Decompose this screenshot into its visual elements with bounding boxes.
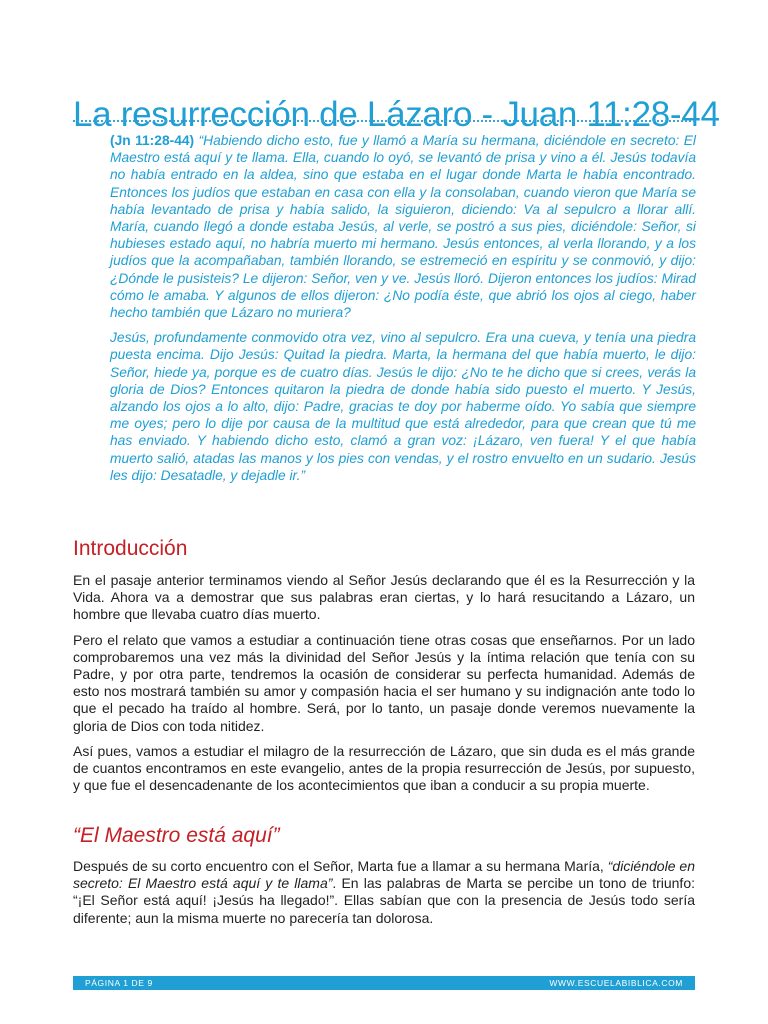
paragraph-text: . En las palabras de Marta se percibe un tono de triunfo: “¡El Señor está aquí! ¡Jesús ha llegado!”. Ellas sabían que con la presencia de Jesús todo sería diferente; aun la misma muerte no parecería tan dolorosa. — [73, 875, 695, 926]
quote-paragraph: Jesús, profundamente conmovido otra vez, vino al sepulcro. Era una cueva, y tenía una piedra puesta encima. Dijo Jesús: Quitad la piedra. Marta, la hermana del que había muerto, le dijo: Señor, hiede ya, porque es de cuatro días. Jesús le dijo: ¿No te he dicho que si crees, verás la gloria de Dios? Entonces quitaron la piedra de donde había sido puesto el muerto. Y Jesús, alzando los ojos a lo alto, dijo: Padre, gracias te doy por haberme oído. Yo sabía que siempre me oyes; pero lo dije por causa de la multitud que está alrededor, para que crean que tú me has enviado. Y habiendo dicho esto, clamó a gran voz: ¡Lázaro, ven fuera! Y el que había muerto salió, atadas las manos y los pies con vendas, y el rostro envuelto en un sudario. Jesús les dijo: Desatadle, y dejadle ir.” — [110, 330, 696, 483]
body-paragraph — [73, 858, 695, 927]
page-number: PÁGINA 1 DE 9 — [85, 978, 153, 988]
quote-text: “Habiendo dicho esto, fue y llamó a María su hermana, diciéndole en secreto: El Maestro está aquí y te llama. Ella, cuando lo oyó, se levantó de prisa y vino a él. Jesús todavía no había entrado en la aldea, sino que estaba en el lugar donde Marta le había encontrado. Entonces los judíos que estaban en casa con ella y la consolaban, cuando vieron que María se había levantado de prisa y había salido, la siguieron, diciendo: Va al sepulcro a llorar allí. María, cuando llegó a donde estaba Jesús, al verle, se postró a sus pies, diciéndole: Señor, si hubieses estado aquí, no habría muerto mi hermano. Jesús entonces, al verla llorando, y a los judíos que la acompañaban, también llorando, se estremeció en espíritu y se conmovió, y dijo: ¿Dónde le pusisteis? Le dijeron: Señor, ven y ve. Jesús lloró. Dijeron entonces los judíos: Mirad cómo le amaba. Y algunos de ellos dijeron: ¿No podía éste, que abrió los ojos al ciego, haber hecho también que Lázaro no muriera? — [110, 133, 696, 321]
section-heading-introduccion: Introducción — [73, 537, 188, 560]
website-link[interactable]: WWW.ESCUELABIBLICA.COM — [549, 978, 683, 988]
scripture-quote — [110, 132, 696, 492]
maestro-section — [73, 823, 695, 935]
scripture-reference: (Jn 11:28-44) — [110, 133, 195, 148]
body-paragraph: Pero el relato que vamos a estudiar a continuación tiene otras cosas que enseñarnos. Por un lado comprobaremos una vez más la divinidad del Señor Jesús y la íntima relación que tenía con su Padre, y por otra parte, tendremos la ocasión de considerar su perfecta humanidad. Además de esto nos mostrará también su amor y compasión hacia el ser humano y su indignación ante todo lo que el pecado ha traído al hombre. Será, por lo tanto, un pasaje donde veremos nuevamente la gloria de Dios con toda nitidez. — [73, 631, 695, 734]
italic-quote: “diciéndole en secreto: El Maestro está aquí y te llama” — [73, 858, 695, 892]
title-divider — [73, 120, 695, 122]
body-paragraph: Así pues, vamos a estudiar el milagro de la resurrección de Lázaro, que sin duda es el más grande de cuantos encontramos en este evangelio, antes de la propia resurrección de Jesús, por supuesto, y que fue el desencadenante de los acontecimientos que iban a conducir a su propia muerte. — [73, 742, 695, 794]
quote-paragraph — [110, 132, 696, 321]
section-heading-maestro: “El Maestro está aquí” — [73, 824, 280, 847]
body-paragraph: En el pasaje anterior terminamos viendo al Señor Jesús declarando que él es la Resurrección y la Vida. Ahora va a demostrar que sus palabras eran ciertas, y lo hará resucitando a Lázaro, un hombre que llevaba cuatro días muerto. — [73, 572, 695, 623]
paragraph-text: Después de su corto encuentro con el Señor, Marta fue a llamar a su hermana María, — [73, 858, 608, 874]
introduction-section — [73, 536, 695, 802]
page-footer — [73, 976, 695, 990]
page-title: La resurrección de Lázaro - Juan 11:28-44 — [73, 95, 720, 135]
